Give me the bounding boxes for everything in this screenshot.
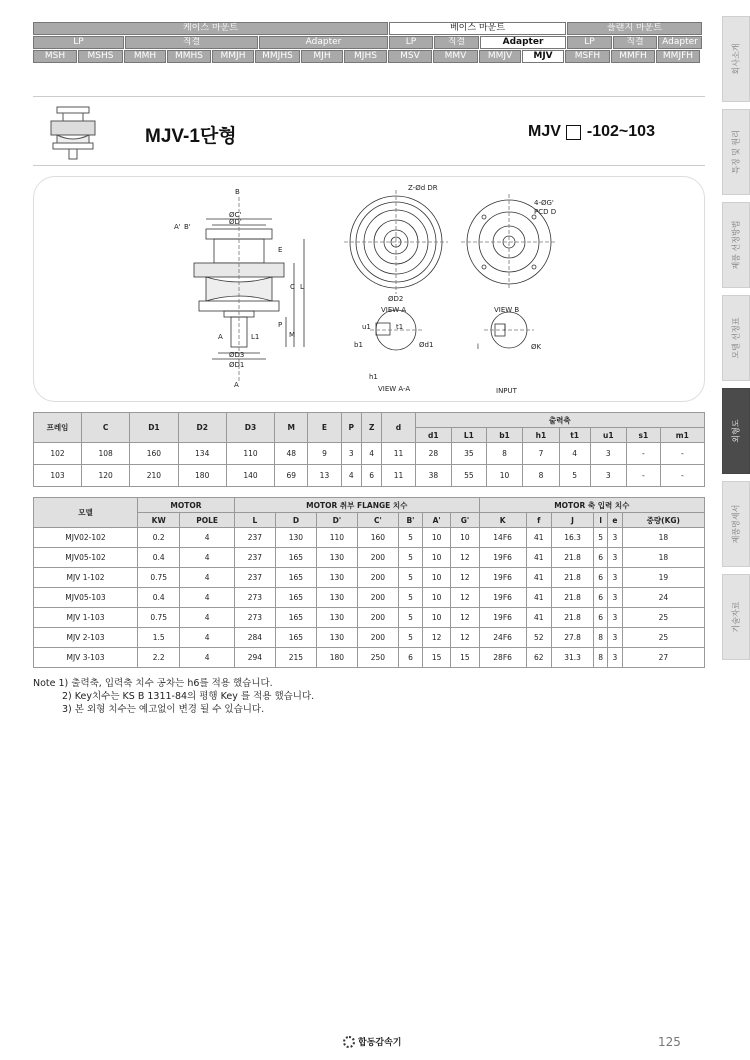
table-cell: 35: [452, 443, 487, 465]
table-cell: 5: [398, 608, 422, 628]
table-cell: 12: [423, 628, 451, 648]
side-tab-model-table[interactable]: [722, 295, 750, 381]
side-tab-spec[interactable]: [722, 481, 750, 567]
table-cell: 237: [234, 528, 275, 548]
table-cell: 10: [423, 548, 451, 568]
nav-model-mmh[interactable]: MMH: [124, 50, 166, 63]
dim-label: l: [477, 343, 479, 351]
gear-icon: [343, 1036, 355, 1048]
table-cell: MJV02-102: [34, 528, 138, 548]
table-cell: 200: [357, 568, 398, 588]
table-row: [34, 528, 705, 548]
table-cell: 103: [34, 465, 82, 487]
table-row: [34, 648, 705, 668]
dim-label: E: [278, 246, 283, 254]
table-cell: 25: [622, 628, 704, 648]
side-tab-label: 기술자료: [731, 601, 741, 633]
notes: [33, 677, 314, 716]
dim-label: u1: [362, 323, 371, 331]
col-header: h1: [523, 428, 559, 443]
col-header: D3: [226, 413, 274, 443]
table-cell: 14F6: [479, 528, 526, 548]
table-cell: 48: [275, 443, 308, 465]
table-cell: 19F6: [479, 588, 526, 608]
table-cell: 3: [608, 628, 623, 648]
table-cell: 5: [398, 528, 422, 548]
table-cell: 134: [178, 443, 226, 465]
col-header: m1: [660, 428, 704, 443]
dim-label: C: [290, 283, 295, 291]
col-header: POLE: [180, 513, 235, 528]
table-cell: 4: [180, 628, 235, 648]
table-cell: 28F6: [479, 648, 526, 668]
col-header: D': [316, 513, 357, 528]
table-cell: 10: [423, 608, 451, 628]
model-code-blank-box: [566, 125, 581, 140]
dim-label: ØD1: [229, 361, 245, 369]
dim-label: P: [278, 321, 283, 329]
dim-label: 4-ØG': [534, 199, 554, 207]
table-cell: 12: [451, 608, 479, 628]
table-cell: 284: [234, 628, 275, 648]
table-cell: 3: [590, 465, 626, 487]
table-cell: 237: [234, 568, 275, 588]
table-cell: 10: [451, 528, 479, 548]
table-cell: 10: [423, 568, 451, 588]
table-cell: 273: [234, 588, 275, 608]
table-cell: 19F6: [479, 608, 526, 628]
table-cell: 52: [526, 628, 551, 648]
table-cell: 31.3: [551, 648, 593, 668]
dim-label: ØK: [531, 343, 542, 351]
table-cell: 0.4: [138, 588, 180, 608]
table-cell: 165: [275, 628, 316, 648]
table-cell: 130: [275, 528, 316, 548]
col-header: Z: [362, 413, 382, 443]
col-header: 중량(KG): [622, 513, 704, 528]
table-row: [34, 608, 705, 628]
group-header-motor: MOTOR: [138, 498, 235, 513]
nav-model-mmv[interactable]: MMV: [433, 50, 478, 63]
table-cell: 27: [622, 648, 704, 668]
table-cell: 7: [523, 443, 559, 465]
side-tab-label: 특징 및 원리: [731, 130, 741, 174]
table-cell: 3: [590, 443, 626, 465]
product-header: [33, 96, 705, 166]
table-cell: 10: [423, 528, 451, 548]
nav-subgroup-row: [33, 36, 705, 49]
table-cell: 3: [608, 568, 623, 588]
col-header: E: [308, 413, 341, 443]
col-header: f: [526, 513, 551, 528]
table-cell: 2.2: [138, 648, 180, 668]
table-cell: 6: [594, 588, 608, 608]
table-cell: 130: [316, 588, 357, 608]
nav-sub-direct[interactable]: 직결: [613, 36, 657, 49]
nav-model-mshs[interactable]: MSHS: [78, 50, 123, 63]
table-cell: 21.8: [551, 568, 593, 588]
table-cell: 165: [275, 608, 316, 628]
table-cell: 0.4: [138, 548, 180, 568]
table-cell: 25: [622, 608, 704, 628]
table-cell: 273: [234, 608, 275, 628]
table-cell: 108: [82, 443, 130, 465]
dim-label: M: [289, 331, 296, 339]
table-cell: 24: [622, 588, 704, 608]
table-cell: 294: [234, 648, 275, 668]
nav-model-mmfh[interactable]: MMFH: [611, 50, 655, 63]
table-cell: MJV05-103: [34, 588, 138, 608]
table-cell: 9: [308, 443, 341, 465]
table-cell: 27.8: [551, 628, 593, 648]
nav-model-row: [33, 50, 705, 63]
side-tab-label: 외형도: [731, 419, 741, 443]
group-header-output-shaft: 출력축: [415, 413, 704, 428]
dim-label: A: [234, 381, 239, 389]
nav-sub-adapter[interactable]: Adapter: [259, 36, 388, 49]
side-tab-features[interactable]: [722, 109, 750, 195]
table-cell: 21.8: [551, 608, 593, 628]
table-cell: 69: [275, 465, 308, 487]
col-header: e: [608, 513, 623, 528]
model-code-suffix: -102~103: [586, 123, 655, 140]
table-cell: 120: [82, 465, 130, 487]
dim-label: B: [235, 188, 240, 196]
table-cell: 8: [486, 443, 523, 465]
table-cell: 110: [226, 443, 274, 465]
table-cell: 102: [34, 443, 82, 465]
table-cell: 130: [316, 628, 357, 648]
table-cell: 4: [180, 548, 235, 568]
table-row: [34, 465, 705, 487]
table-cell: 3: [608, 648, 623, 668]
table-cell: 6: [594, 568, 608, 588]
table-cell: 6: [594, 548, 608, 568]
side-tab-tech-data[interactable]: [722, 574, 750, 660]
table-cell: 12: [451, 548, 479, 568]
frame-dimension-table: [33, 412, 705, 487]
nav-sub-lp[interactable]: LP: [389, 36, 433, 49]
table-cell: 62: [526, 648, 551, 668]
dim-label: L: [300, 283, 304, 291]
table2-body: [34, 528, 705, 668]
table-cell: 6: [398, 648, 422, 668]
table-cell: 3: [608, 528, 623, 548]
col-header: D1: [130, 413, 178, 443]
table-cell: 4: [559, 443, 590, 465]
page-number: 125: [658, 1035, 681, 1049]
view-label: VIEW B: [494, 306, 520, 314]
nav-sub-adapter[interactable]: Adapter: [658, 36, 702, 49]
col-header: M: [275, 413, 308, 443]
col-header: D2: [178, 413, 226, 443]
table-cell: -: [660, 465, 704, 487]
table-cell: 140: [226, 465, 274, 487]
table-row: [34, 443, 705, 465]
table-cell: 0.75: [138, 608, 180, 628]
table-cell: 200: [357, 628, 398, 648]
nav-sub-direct[interactable]: 직결: [434, 36, 479, 49]
nav-group-row: [33, 22, 705, 35]
table-cell: 4: [180, 648, 235, 668]
table-cell: 5: [594, 528, 608, 548]
table-cell: 41: [526, 568, 551, 588]
table-cell: MJV 1-103: [34, 608, 138, 628]
nav-model-msv[interactable]: MSV: [388, 50, 432, 63]
table-cell: 38: [415, 465, 452, 487]
reducer-thumbnail-icon: [43, 103, 103, 161]
table-cell: 4: [180, 608, 235, 628]
table-cell: 180: [316, 648, 357, 668]
note-line: Note 1) 출력축, 입력축 치수 공차는 h6를 적용 했습니다.: [33, 678, 273, 689]
nav-model-mjhs[interactable]: MJHS: [344, 50, 387, 63]
page-title: MJV-1단형: [145, 126, 237, 147]
side-tab-selection-method[interactable]: [722, 202, 750, 288]
table-cell: 3: [608, 608, 623, 628]
col-header: 프레임: [34, 413, 82, 443]
table-cell: MJV 2-103: [34, 628, 138, 648]
nav-model-mjh[interactable]: MJH: [301, 50, 343, 63]
table-cell: MJV05-102: [34, 548, 138, 568]
table-cell: 110: [316, 528, 357, 548]
col-header: C: [82, 413, 130, 443]
table-cell: 160: [130, 443, 178, 465]
table-cell: 12: [451, 628, 479, 648]
table-cell: 5: [398, 548, 422, 568]
table-cell: 21.8: [551, 548, 593, 568]
col-header: d1: [415, 428, 452, 443]
motor-dimension-table: [33, 497, 705, 668]
table-cell: 11: [382, 443, 415, 465]
table-cell: 10: [486, 465, 523, 487]
col-header: B': [398, 513, 422, 528]
table-cell: 13: [308, 465, 341, 487]
table-row: [34, 548, 705, 568]
side-tab-label: 제품 선정방법: [731, 220, 741, 270]
nav-sub-direct[interactable]: 직결: [125, 36, 258, 49]
table-cell: 12: [451, 588, 479, 608]
side-tab-label: 회사소개: [731, 43, 741, 75]
table-cell: 5: [398, 628, 422, 648]
group-header-input: MOTOR 축 입력 치수: [479, 498, 704, 513]
table-cell: 165: [275, 568, 316, 588]
technical-drawing-svg: [34, 177, 706, 403]
table-cell: 165: [275, 588, 316, 608]
table-cell: 4: [341, 465, 361, 487]
outline-drawing: [33, 176, 705, 402]
table-cell: 6: [362, 465, 382, 487]
model-navigation: [33, 22, 705, 64]
table-row: [34, 588, 705, 608]
nav-group-case-mount[interactable]: 케이스 마운트: [33, 22, 388, 35]
table-cell: 4: [180, 588, 235, 608]
col-header: K: [479, 513, 526, 528]
table-row: [34, 568, 705, 588]
table-cell: 3: [341, 443, 361, 465]
table-cell: 12: [451, 568, 479, 588]
dim-label: Z-Ød DR: [408, 184, 438, 192]
table-cell: 130: [316, 568, 357, 588]
nav-group-flange-mount[interactable]: 플랜지 마운트: [567, 22, 702, 35]
table-cell: 0.2: [138, 528, 180, 548]
table-cell: 41: [526, 548, 551, 568]
table-cell: 1.5: [138, 628, 180, 648]
table-cell: 130: [316, 608, 357, 628]
table-cell: 200: [357, 608, 398, 628]
col-header: l: [594, 513, 608, 528]
side-tab-outline-active[interactable]: [722, 388, 750, 474]
table-cell: 4: [362, 443, 382, 465]
table-cell: 0.75: [138, 568, 180, 588]
side-tab-label: 제품명세서: [731, 504, 741, 544]
col-header: d: [382, 413, 415, 443]
col-header-model: 모델: [34, 498, 138, 528]
col-header: C': [357, 513, 398, 528]
company-name: 합동감속기: [358, 1038, 402, 1048]
table-cell: 18: [622, 528, 704, 548]
col-header: b1: [486, 428, 523, 443]
col-header: KW: [138, 513, 180, 528]
table-cell: -: [627, 465, 661, 487]
dim-label: L1: [251, 333, 260, 341]
dim-label: b1: [354, 341, 363, 349]
nav-sub-adapter-selected[interactable]: Adapter: [480, 36, 566, 49]
table-cell: 28: [415, 443, 452, 465]
side-tab-label: 모델 선정표: [731, 317, 741, 359]
nav-model-mjv-selected[interactable]: MJV: [522, 50, 564, 63]
table-cell: 55: [452, 465, 487, 487]
col-header: L: [234, 513, 275, 528]
dim-label: Ød1: [419, 341, 434, 349]
table-row: [34, 628, 705, 648]
table-cell: 8: [594, 628, 608, 648]
table-cell: 15: [423, 648, 451, 668]
table-cell: 165: [275, 548, 316, 568]
table-cell: 24F6: [479, 628, 526, 648]
dim-label: ØD2: [388, 295, 404, 303]
table-cell: 8: [594, 648, 608, 668]
table-cell: 160: [357, 528, 398, 548]
table-cell: 18: [622, 548, 704, 568]
model-code-prefix: MJV: [528, 123, 561, 140]
view-label: VIEW A-A: [378, 385, 411, 393]
col-header: s1: [627, 428, 661, 443]
dim-label: ØC': [229, 211, 242, 219]
table-cell: 4: [180, 568, 235, 588]
table-cell: 19F6: [479, 548, 526, 568]
dim-label: B': [184, 223, 191, 231]
table-cell: 10: [423, 588, 451, 608]
table-cell: 215: [275, 648, 316, 668]
view-label: INPUT: [496, 387, 517, 395]
dim-label: h1: [369, 373, 378, 381]
model-code: [528, 123, 655, 141]
nav-model-msfh[interactable]: MSFH: [565, 50, 610, 63]
table-cell: 16.3: [551, 528, 593, 548]
table-cell: 6: [594, 608, 608, 628]
table-cell: MJV 1-102: [34, 568, 138, 588]
table-cell: 5: [398, 588, 422, 608]
nav-sub-lp[interactable]: LP: [33, 36, 124, 49]
col-header: J: [551, 513, 593, 528]
group-header-flange: MOTOR 취부 FLANGE 치수: [234, 498, 479, 513]
nav-model-msh[interactable]: MSH: [33, 50, 77, 63]
table-cell: 4: [180, 528, 235, 548]
table-cell: 237: [234, 548, 275, 568]
table-cell: 21.8: [551, 588, 593, 608]
view-label: VIEW A: [381, 306, 407, 314]
nav-model-mmjh[interactable]: MMJH: [212, 50, 254, 63]
table-cell: -: [627, 443, 661, 465]
dim-label: J: [504, 323, 507, 331]
table-cell: 41: [526, 608, 551, 628]
company-logo: [343, 1035, 401, 1048]
col-header: u1: [590, 428, 626, 443]
table-cell: 15: [451, 648, 479, 668]
nav-model-mmjhs[interactable]: MMJHS: [255, 50, 300, 63]
nav-group-base-mount[interactable]: 베이스 마운트: [389, 22, 566, 35]
table-cell: MJV 3-103: [34, 648, 138, 668]
table-cell: 41: [526, 588, 551, 608]
col-header: L1: [452, 428, 487, 443]
table-cell: 200: [357, 588, 398, 608]
nav-model-mmjfh[interactable]: MMJFH: [656, 50, 700, 63]
table-cell: 11: [382, 465, 415, 487]
nav-model-mmjv[interactable]: MMJV: [479, 50, 521, 63]
table-cell: 8: [523, 465, 559, 487]
side-tabs: [722, 16, 750, 667]
dim-label: ØD': [229, 218, 242, 226]
nav-sub-lp[interactable]: LP: [567, 36, 612, 49]
dim-label: ØD3: [229, 351, 245, 359]
col-header: t1: [559, 428, 590, 443]
note-line: 2) Key치수는 KS B 1311-84의 평행 Key 를 적용 했습니다.: [62, 691, 315, 702]
side-tab-company[interactable]: [722, 16, 750, 102]
table-cell: 19: [622, 568, 704, 588]
dim-label: A: [218, 333, 223, 341]
table-cell: 130: [316, 548, 357, 568]
nav-model-mmhs[interactable]: MMHS: [167, 50, 211, 63]
dim-label: t1: [396, 323, 404, 331]
col-header: D: [275, 513, 316, 528]
table-cell: 5: [559, 465, 590, 487]
table-cell: -: [660, 443, 704, 465]
col-header: A': [423, 513, 451, 528]
table1-body: [34, 443, 705, 487]
table-cell: 41: [526, 528, 551, 548]
table-cell: 3: [608, 588, 623, 608]
col-header: G': [451, 513, 479, 528]
table-cell: 250: [357, 648, 398, 668]
table-cell: 5: [398, 568, 422, 588]
table-cell: 180: [178, 465, 226, 487]
table-cell: 19F6: [479, 568, 526, 588]
col-header: P: [341, 413, 361, 443]
dim-label: PCD D: [534, 208, 557, 216]
note-line: 3) 본 외형 치수는 예고없이 변경 될 수 있습니다.: [62, 704, 265, 715]
table-cell: 3: [608, 548, 623, 568]
table-cell: 200: [357, 548, 398, 568]
dim-label: A': [174, 223, 181, 231]
table-cell: 210: [130, 465, 178, 487]
